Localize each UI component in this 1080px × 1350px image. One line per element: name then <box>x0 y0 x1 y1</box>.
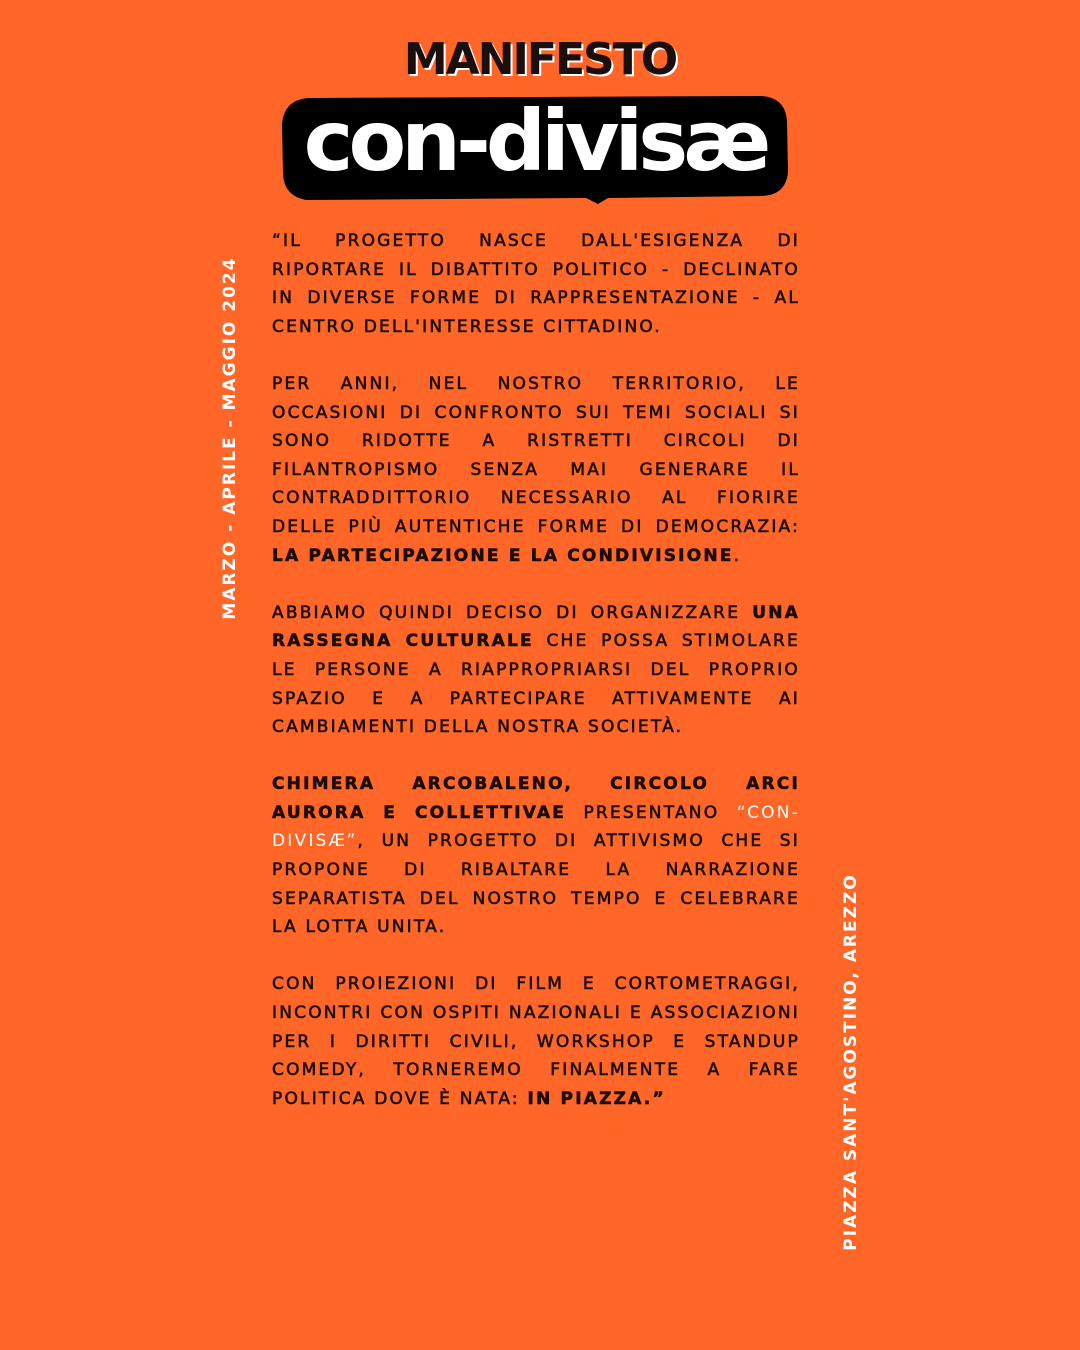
paragraph-2-end: . <box>733 545 742 566</box>
paragraph-1-text: “IL PROGETTO NASCE DALL'ESIGENZA DI RIPORTARE IL DIBATTITO POLITICO - DECLINATO IN DIVERSE FORME DI RAPPRESENTAZIONE - AL CENTRO DELL'INTERESSE CITTADINO. <box>272 231 800 337</box>
paragraph-4 <box>272 770 800 942</box>
paragraph-2 <box>272 370 800 570</box>
title-block <box>280 92 790 204</box>
paragraph-4-end: , UN PROGETTO DI ATTIVISMO CHE SI PROPONE DI RIBALTARE LA NARRAZIONE SEPARATISTA DEL NOSTRO TEMPO E CELEBRARE LA LOTTA UNITA. <box>272 831 800 938</box>
manifesto-text <box>272 227 800 1113</box>
paragraph-2-emphasis: LA PARTECIPAZIONE E LA CONDIVISIONE <box>272 545 734 566</box>
paragraph-3-end: CHE POSSA STIMOLARE LE PERSONE A RIAPPROPRIARSI DEL PROPRIO SPAZIO E A PARTECIPARE ATTIVAMENTE AI CAMBIAMENTI DELLA NOSTRA SOCIETÀ. <box>272 631 800 738</box>
paragraph-4-highlight: “CON-DIVISÆ” <box>272 802 800 852</box>
paragraph-5-text: CON PROIEZIONI DI FILM E CORTOMETRAGGI, INCONTRI CON OSPITI NAZIONALI E ASSOCIAZIONI PER I DIRITTI CIVILI, WORKSHOP E STANDUP COMEDY, TORNEREMO FINALMENTE A FARE POLITICA DOVE È NATA: <box>272 974 800 1109</box>
kicker-title: MANIFESTO <box>403 34 677 85</box>
paragraph-4-emphasis: CHIMERA ARCOBALENO, CIRCOLO ARCI AURORA E COLLETTIVAE <box>272 774 800 823</box>
paragraph-1 <box>272 227 800 341</box>
main-title: con-divisæ <box>303 92 767 190</box>
paragraph-3 <box>272 599 800 742</box>
location-caption: PIAZZA SANT'AGOSTINO, AREZZO <box>841 873 861 1251</box>
paragraph-5 <box>272 970 800 1113</box>
paragraph-3-emphasis: UNA RASSEGNA CULTURALE <box>272 602 800 652</box>
paragraph-5-emphasis: IN PIAZZA.” <box>527 1088 666 1109</box>
paragraph-4-text: PRESENTANO <box>566 802 737 823</box>
paragraph-3-text: ABBIAMO QUINDI DECISO DI ORGANIZZARE <box>272 602 753 623</box>
date-caption: MARZO - APRILE - MAGGIO 2024 <box>220 256 240 620</box>
paragraph-2-text: PER ANNI, NEL NOSTRO TERRITORIO, LE OCCASIONI DI CONFRONTO SUI TEMI SOCIALI SI SONO RIDOTTE A RISTRETTI CIRCOLI DI FILANTROPISMO SENZA MAI GENERARE IL CONTRADDITTORIO NECESSARIO AL FIORIRE DELLE PIÙ AUTENTICHE FORME DI DEMOCRAZIA: <box>272 373 800 537</box>
